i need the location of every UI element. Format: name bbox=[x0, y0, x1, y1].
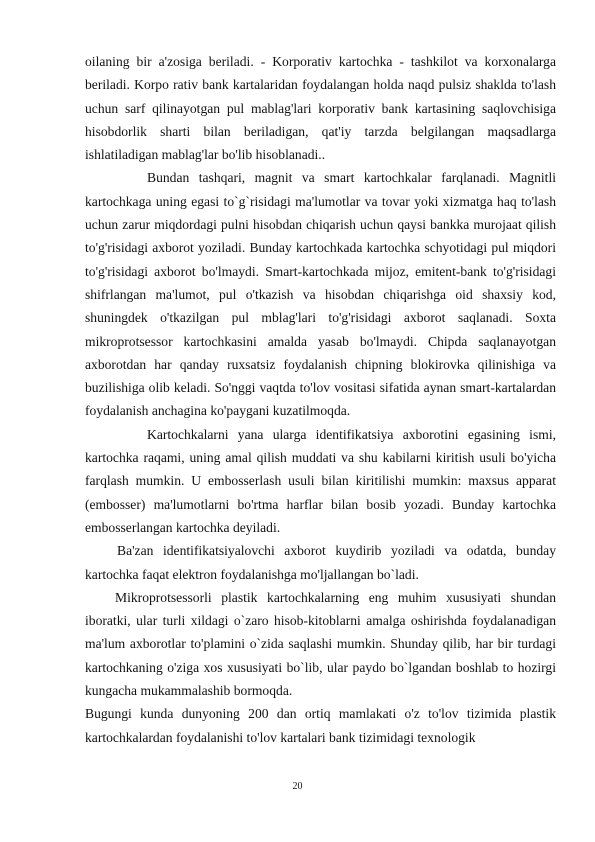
paragraph-identification-embossing: Kartochkalarni yana ularga identifikatsiya axborotini egasining ismi, kartochka raqami, uning amal qilish muddati va shu kabilarni kiritish usuli bo'yicha farqlash mumkin. U embosserlash usuli bilan kiritilishi mumkin: maxsus apparat (embosser) ma'lumotlarni bo'rtma harflar bilan bosib yozadi. Bunday kartochka embosserlangan kartochka deyiladi. bbox=[85, 426, 556, 535]
document-body bbox=[85, 50, 556, 749]
paragraph-magnetic-smart-cards: Bundan tashqari, magnit va smart kartochkalar farqlanadi. Magnitli kartochkaga uning egasi to`g`risidagi ma'lumotlar va tovar yoki xizmatga haq to'lash uchun zarur miqdordagi pulni hisobdan chiqarish uchun qaysi bankka murojaat qilish to'g'risidagi axborot yoziladi. Bunday kartochkada kartochka schyotidagi pul miqdori to'g'risidagi axborot bo'lmaydi. Smart-kartochkada mijoz, emitent-bank to'g'risidagi shifrlangan ma'lumot, pul o'tkazish va hisobdan chiqarishga oid shaxsiy kod, shuningdek o'tkazilgan pul mblag'lari to'g'risidagi axborot saqlanadi. Soxta mikroprotsessor kartochkasini amalda yasab bo'lmaydi. Chipda saqlanayotgan axborotdan har qanday ruxsatsiz foydalanish chipning blokirovka qilinishiga va buzilishiga olib keladi. So'nggi vaqtda to'lov vositasi sifatida aynan smart-kartalardan foydalanish anchagina ko'paygani kuzatilmoqda. bbox=[85, 170, 556, 419]
paragraph-today-usage: Bugungi kunda dunyoning 200 dan ortiq mamlakati o'z to'lov tizimida plastik kartochkalardan foydalanishi to'lov kartalari bank tizimidagi texnologik bbox=[85, 706, 556, 745]
paragraph-corporate-card: oilaning bir a'zosiga beriladi. - Korporativ kartochka - tashkilot va korxonalarga beriladi. Korpo rativ bank kartalaridan foydalangan holda naqd pulsiz shaklda to'lash uchun sarf qilinayotgan pul mablag'lari korporativ bank kartasining saqlovchisiga hisobdorlik sharti bilan beriladigan, qat'iy tarzda belgilangan maqsadlarga ishlatiladigan mablag'lar bo'lib hisoblanadi.. bbox=[85, 54, 556, 163]
paragraph-burned-identification: Ba'zan identifikatsiyalovchi axborot kuydirib yoziladi va odatda, bunday kartochka faqat elektron foydalanishga mo'ljallangan bo`ladi. bbox=[85, 543, 556, 582]
page-number: 20 bbox=[292, 781, 303, 792]
paragraph-microprocessor-cards: Mikroprotsessorli plastik kartochkalarning eng muhim xususiyati shundan iboratki, ular turli xildagi o`zaro hisob-kitoblarni amalga oshirishda foydalanadigan ma'lum axborotlar to'plamini o`zida saqlashi mumkin. Shunday qilib, har bir turdagi kartochkaning o'ziga xos xususiyati bo`lib, ular paydo bo`lgandan boshlab to hozirgi kungacha mukammalashib bormoqda. bbox=[85, 589, 556, 699]
